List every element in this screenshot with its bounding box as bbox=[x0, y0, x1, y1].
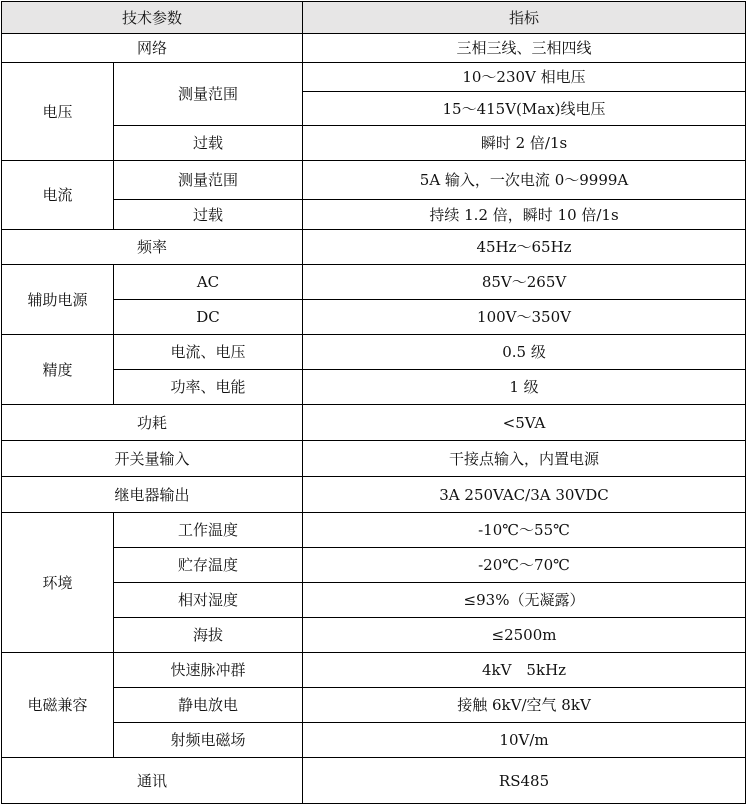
table-row bbox=[2, 513, 746, 548]
aux-power-dc-label: DC bbox=[114, 300, 303, 335]
frequency-label: 频率 bbox=[2, 230, 303, 265]
current-range-label: 测量范围 bbox=[114, 161, 303, 200]
accuracy-iv-label: 电流、电压 bbox=[114, 335, 303, 370]
env-op-temp-label: 工作温度 bbox=[114, 513, 303, 548]
accuracy-pe-value: 1 级 bbox=[303, 370, 746, 405]
table-row bbox=[2, 63, 746, 92]
table-row bbox=[2, 230, 746, 265]
voltage-range-value-2: 15～415V(Max)线电压 bbox=[303, 92, 746, 126]
switch-input-label: 开关量输入 bbox=[2, 441, 303, 477]
table-row bbox=[2, 583, 746, 618]
table-row bbox=[2, 370, 746, 405]
env-humidity-value: ≤93%（无凝露） bbox=[303, 583, 746, 618]
table-row bbox=[2, 441, 746, 477]
emc-eft-label: 快速脉冲群 bbox=[114, 653, 303, 688]
network-label: 网络 bbox=[2, 34, 303, 63]
switch-input-value: 干接点输入，内置电源 bbox=[303, 441, 746, 477]
accuracy-label: 精度 bbox=[2, 335, 114, 405]
table-row bbox=[2, 477, 746, 513]
table-row bbox=[2, 618, 746, 653]
table-row bbox=[2, 34, 746, 63]
spec-table bbox=[1, 1, 746, 804]
header-spec: 指标 bbox=[303, 2, 746, 34]
table-row bbox=[2, 405, 746, 441]
table-row bbox=[2, 653, 746, 688]
env-altitude-value: ≤2500m bbox=[303, 618, 746, 653]
table-row bbox=[2, 548, 746, 583]
current-label: 电流 bbox=[2, 161, 114, 230]
table-row bbox=[2, 265, 746, 300]
table-row bbox=[2, 688, 746, 723]
aux-power-label: 辅助电源 bbox=[2, 265, 114, 335]
voltage-overload-label: 过载 bbox=[114, 126, 303, 161]
accuracy-pe-label: 功率、电能 bbox=[114, 370, 303, 405]
voltage-label: 电压 bbox=[2, 63, 114, 161]
env-storage-temp-value: -20℃～70℃ bbox=[303, 548, 746, 583]
table-row bbox=[2, 723, 746, 758]
emc-eft-value: 4kV 5kHz bbox=[303, 653, 746, 688]
table-row bbox=[2, 300, 746, 335]
table-row bbox=[2, 335, 746, 370]
aux-power-ac-label: AC bbox=[114, 265, 303, 300]
relay-output-value: 3A 250VAC/3A 30VDC bbox=[303, 477, 746, 513]
power-consumption-label: 功耗 bbox=[2, 405, 303, 441]
table-row bbox=[2, 200, 746, 230]
table-row bbox=[2, 758, 746, 804]
relay-output-label: 继电器输出 bbox=[2, 477, 303, 513]
voltage-range-label: 测量范围 bbox=[114, 63, 303, 126]
current-overload-label: 过载 bbox=[114, 200, 303, 230]
emc-label: 电磁兼容 bbox=[2, 653, 114, 758]
env-op-temp-value: -10℃～55℃ bbox=[303, 513, 746, 548]
voltage-range-value-1: 10～230V 相电压 bbox=[303, 63, 746, 92]
accuracy-iv-value: 0.5 级 bbox=[303, 335, 746, 370]
emc-esd-value: 接触 6kV/空气 8kV bbox=[303, 688, 746, 723]
header-row bbox=[2, 2, 746, 34]
env-storage-temp-label: 贮存温度 bbox=[114, 548, 303, 583]
voltage-overload-value: 瞬时 2 倍/1s bbox=[303, 126, 746, 161]
frequency-value: 45Hz～65Hz bbox=[303, 230, 746, 265]
communication-label: 通讯 bbox=[2, 758, 303, 804]
current-overload-value: 持续 1.2 倍，瞬时 10 倍/1s bbox=[303, 200, 746, 230]
aux-power-dc-value: 100V～350V bbox=[303, 300, 746, 335]
table-row bbox=[2, 161, 746, 200]
env-altitude-label: 海拔 bbox=[114, 618, 303, 653]
current-range-value: 5A 输入，一次电流 0～9999A bbox=[303, 161, 746, 200]
table-row bbox=[2, 126, 746, 161]
emc-rf-value: 10V/m bbox=[303, 723, 746, 758]
communication-value: RS485 bbox=[303, 758, 746, 804]
power-consumption-value: <5VA bbox=[303, 405, 746, 441]
environment-label: 环境 bbox=[2, 513, 114, 653]
emc-esd-label: 静电放电 bbox=[114, 688, 303, 723]
env-humidity-label: 相对湿度 bbox=[114, 583, 303, 618]
emc-rf-label: 射频电磁场 bbox=[114, 723, 303, 758]
aux-power-ac-value: 85V～265V bbox=[303, 265, 746, 300]
header-param: 技术参数 bbox=[2, 2, 303, 34]
network-value: 三相三线、三相四线 bbox=[303, 34, 746, 63]
